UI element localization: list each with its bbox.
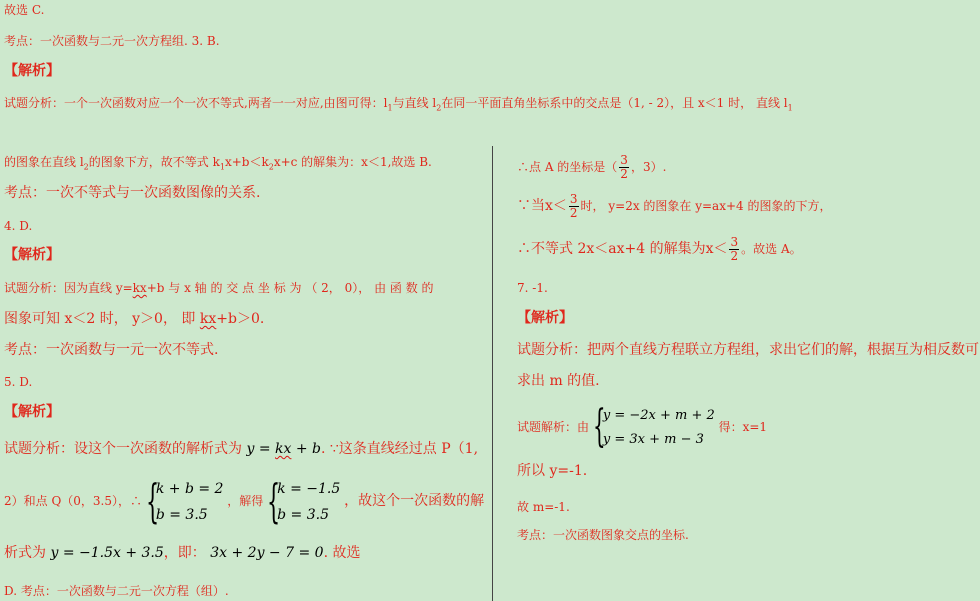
text-segment: 图象可知 x＜2 时， y＞0， 即 — [4, 311, 200, 327]
text-segment: 的图象下方，故不等式 k — [88, 155, 220, 169]
text-line: 求出 m 的值. — [517, 373, 600, 389]
text-line: 故选 C. — [4, 3, 45, 17]
text-line — [4, 311, 264, 327]
text-line: 5. D. — [4, 375, 33, 389]
text-line — [517, 188, 832, 224]
text-line: 故 m=-1. — [517, 500, 570, 514]
text-segment: 在同一平面直角坐标系中的交点是（1, - 2），且 x＜1 时， 直线 l — [441, 96, 788, 110]
text-line — [517, 147, 666, 187]
text-segment: ∴不等式 2x＜ax+4 的解集为x＜ — [517, 241, 728, 257]
text-line — [517, 231, 802, 267]
equation-system: { y = −2x + m + 2 y = 3x + m − 3 — [592, 400, 715, 452]
text-segment: 时， y=2x 的图象在 y=ax+4 的图象的下方， — [580, 199, 832, 213]
text-segment: . ∵这条直线经过点 P（1, — [320, 441, 479, 457]
text-line: 7. -1. — [517, 281, 548, 295]
equation-row: b = 3.5 — [277, 506, 329, 523]
text-segment: 的图象在直线 l — [4, 155, 84, 169]
equation-system: { k = −1.5 b = 3.5 — [267, 473, 341, 528]
text-line: 考点：一次不等式与一次函数图像的关系. — [4, 185, 261, 201]
text-line: 考点：一次函数与二元一次方程组. 3. B. — [4, 34, 220, 48]
subscript: 1 — [787, 103, 793, 113]
text-segment: ，解得 — [227, 494, 264, 508]
math-expression: y = −1.5x + 3.5 — [50, 545, 164, 561]
text-line — [4, 95, 793, 116]
text-segment: 2）和点 Q（0，3.5），∴ — [4, 494, 143, 508]
text-line — [4, 474, 484, 528]
section-heading: 【解析】 — [4, 247, 60, 263]
text-segment: 试题分析：一个一次函数对应一个一次不等式,两者一一对应,由图可得：l — [4, 96, 388, 110]
equation-row: y = −2x + m + 2 — [602, 407, 715, 423]
section-heading: 【解析】 — [517, 310, 573, 326]
text-segment: 析式为 — [4, 545, 51, 561]
text-line: 考点：一次函数图象交点的坐标. — [517, 528, 689, 542]
equation-row: y = 3x + m − 3 — [602, 431, 704, 447]
text-segment: ∵当x＜ — [517, 198, 567, 214]
text-line — [4, 441, 478, 457]
text-segment: x+b＜k — [224, 155, 269, 169]
subscript: 2 — [268, 162, 274, 172]
text-segment: ∴点 A 的坐标是（ — [517, 160, 618, 174]
text-segment: 试题分析：设这个一次函数的解析式为 — [4, 441, 247, 457]
text-segment: 得：x=1 — [718, 420, 768, 434]
text-line: D. 考点：一次函数与二元一次方程（组）. — [4, 584, 229, 598]
text-segment: ，故这个一次函数的解 — [344, 493, 485, 509]
equation-system: { k + b = 2 b = 3.5 — [145, 473, 224, 528]
math-expression: y = kx + b — [246, 441, 321, 457]
fraction: $\frac{3}{2}$ — [730, 235, 739, 263]
text-line: 所以 y=-1. — [517, 463, 588, 479]
text-segment: kx — [132, 281, 147, 295]
fraction: $\frac{3}{2}$ — [569, 192, 578, 220]
text-line: 考点：一次函数与一元一次不等式. — [4, 342, 219, 358]
text-segment: 试题解析：由 — [517, 420, 590, 434]
text-line — [4, 154, 432, 175]
subscript: 1 — [219, 162, 225, 172]
equation-row: k + b = 2 — [155, 480, 224, 497]
text-segment: 与直线 l — [392, 96, 437, 110]
text-segment: . 故选 — [323, 545, 361, 561]
equation-row: b = 3.5 — [155, 506, 208, 523]
text-segment: 试题分析：因为直线 y= — [4, 281, 133, 295]
text-line — [4, 545, 360, 561]
section-heading: 【解析】 — [4, 404, 60, 420]
text-segment: ，3）. — [630, 160, 667, 174]
subscript: 1 — [387, 103, 393, 113]
equation-row: k = −1.5 — [277, 480, 341, 497]
text-segment: 。故选 A。 — [741, 242, 802, 256]
subscript: 2 — [436, 103, 442, 113]
text-line: 试题分析：把两个直线方程联立方程组，求出它们的解，根据互为相反数可 — [517, 342, 979, 358]
text-line: 4. D. — [4, 219, 33, 233]
text-segment: +b＞0. — [216, 311, 265, 327]
text-segment: +b 与 x 轴 的 交 点 坐 标 为 （ 2， 0）， 由 函 数 的 — [146, 281, 434, 295]
math-expression: 3x + 2y − 7 = 0 — [210, 545, 324, 561]
text-line — [4, 280, 434, 296]
text-segment: x+c 的解集为：x＜1,故选 B. — [273, 155, 432, 169]
text-line — [517, 400, 767, 454]
section-heading: 【解析】 — [4, 63, 60, 79]
text-segment: ，即： — [163, 545, 211, 561]
column-divider — [492, 146, 493, 601]
subscript: 2 — [83, 162, 89, 172]
fraction: $\frac{3}{2}$ — [620, 153, 628, 181]
text-segment: kx — [199, 311, 217, 327]
